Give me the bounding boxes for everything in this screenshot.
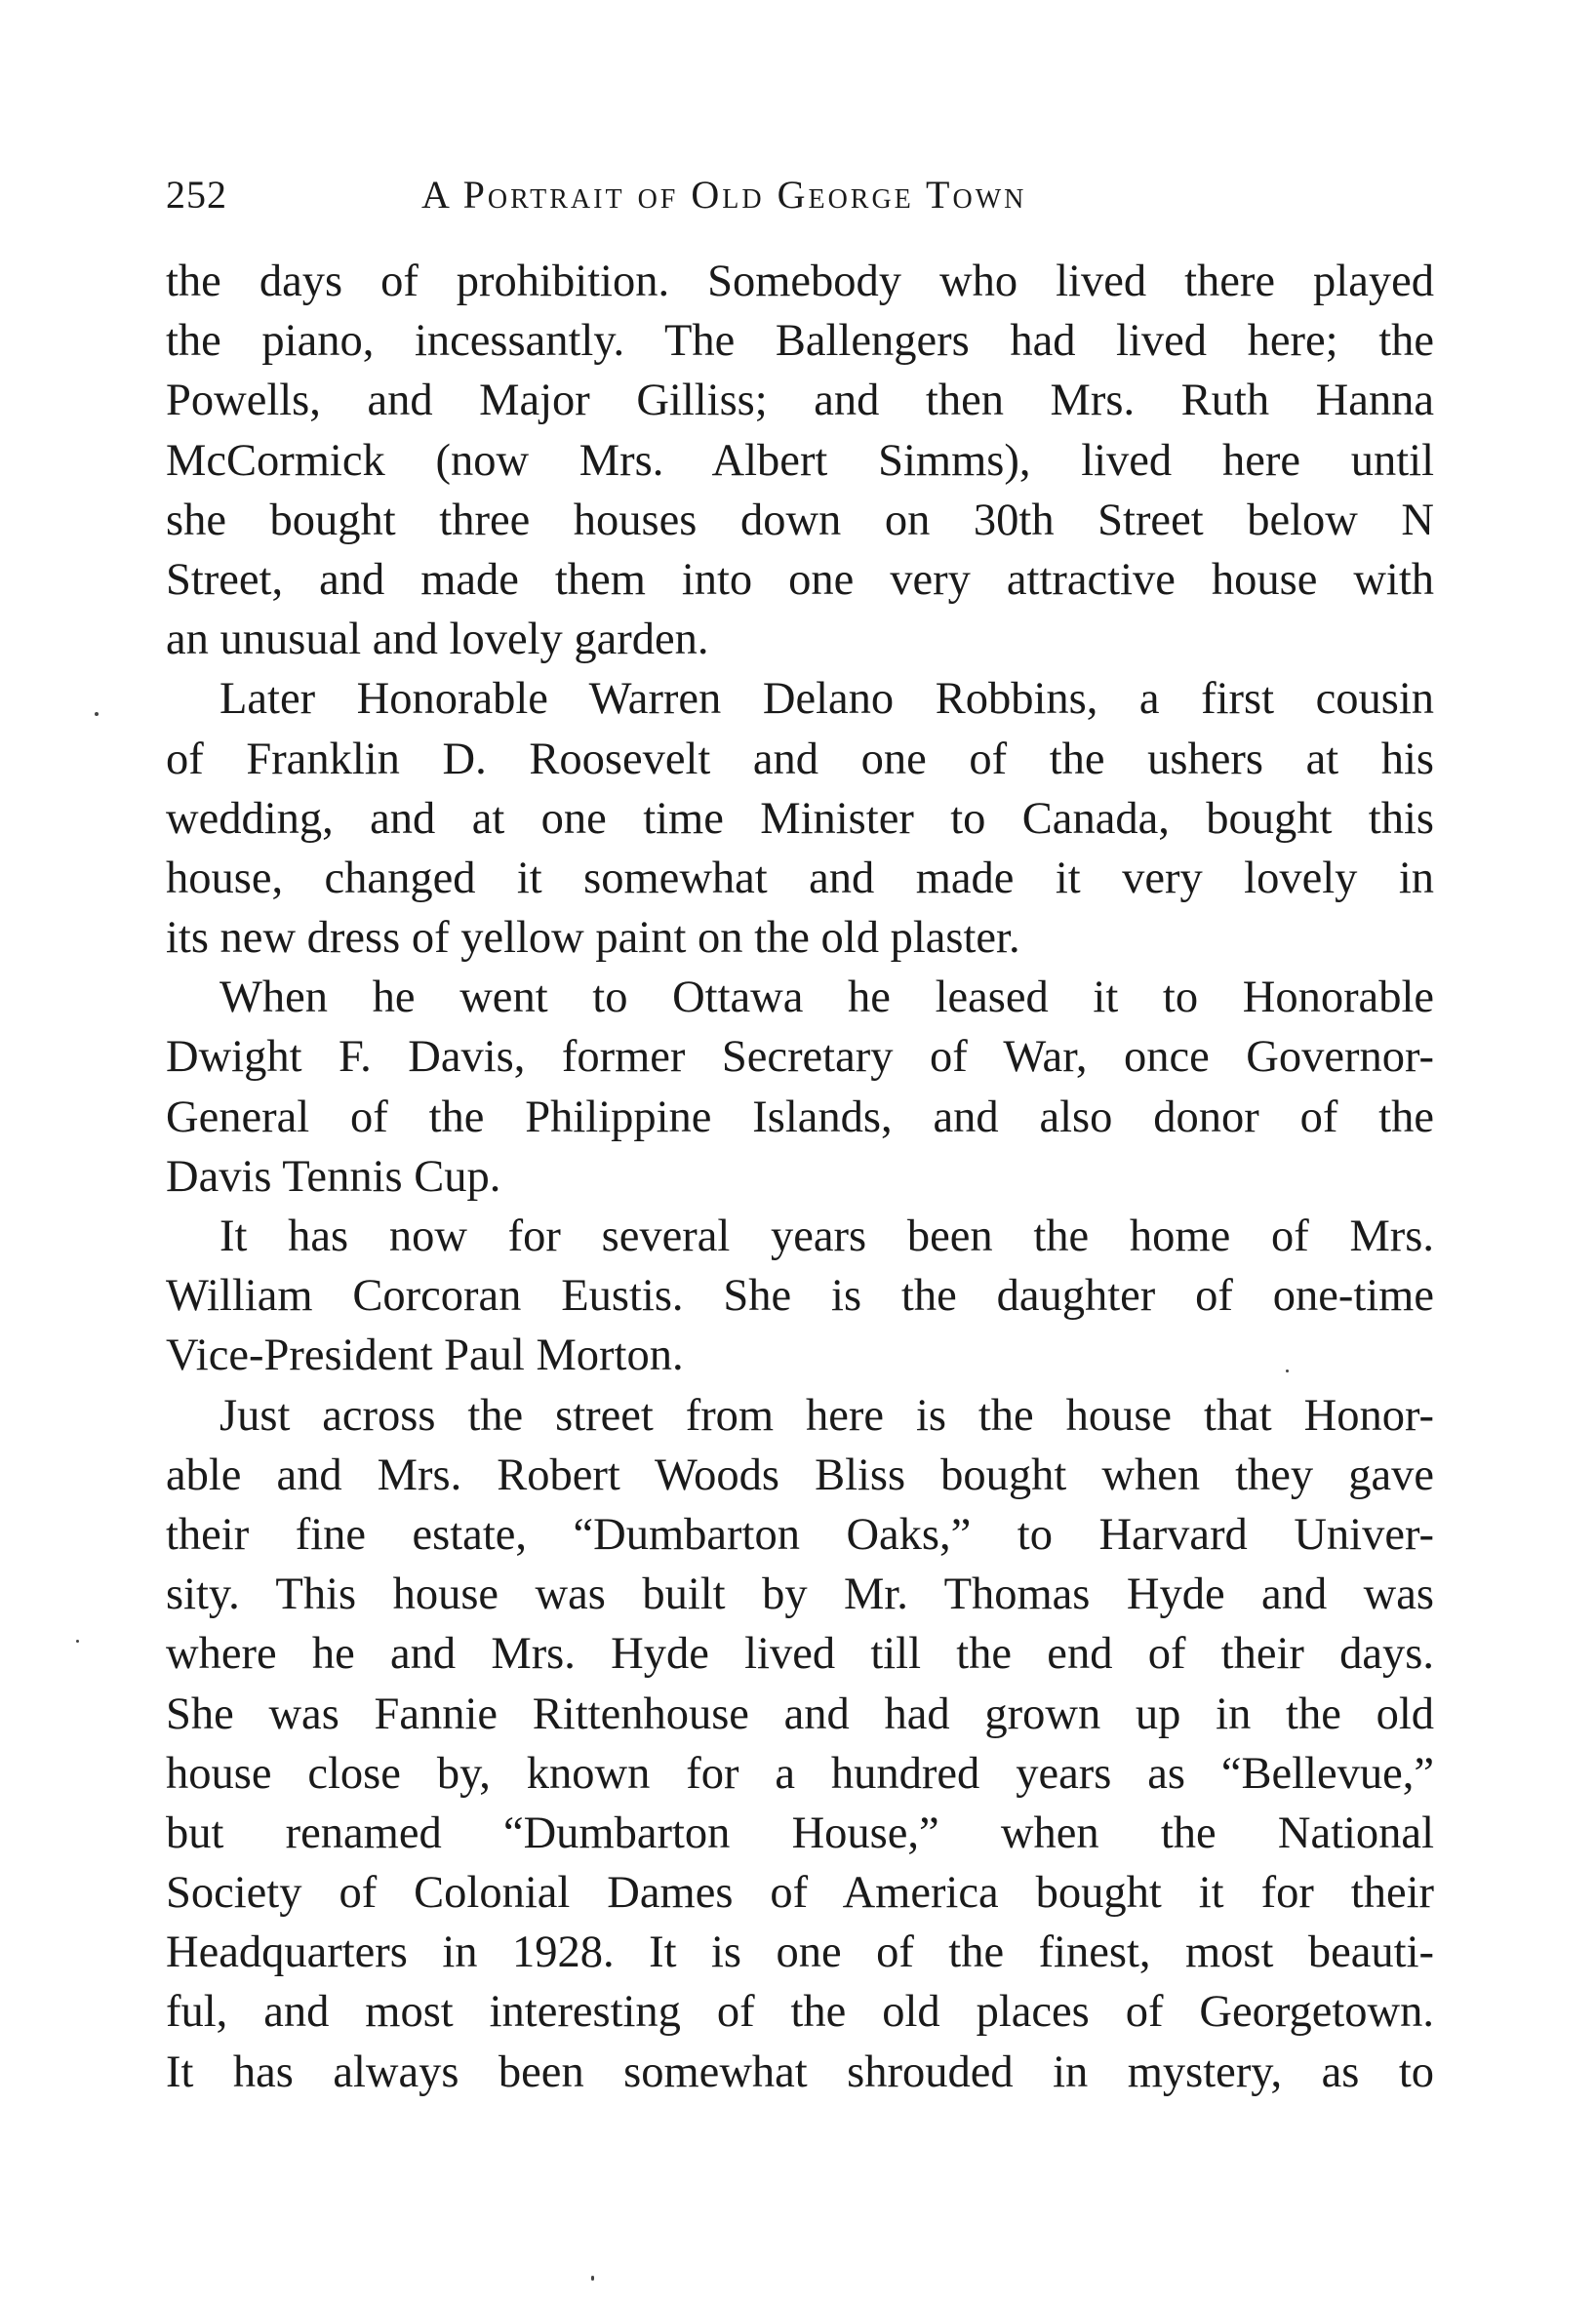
text-line: Street, and made them into one very attractive house with — [166, 554, 1434, 605]
text-line: McCormick (now Mrs. Albert Simms), lived here until — [166, 435, 1434, 486]
text-line: house close by, known for a hundred years as “Bellevue,” — [166, 1748, 1434, 1799]
text-line: house, changed it somewhat and made it very lovely in — [166, 853, 1434, 903]
text-line: Headquarters in 1928. It is one of the finest, most beauti- — [166, 1927, 1434, 1978]
text-line: Powells, and Major Gilliss; and then Mrs. Ruth Hanna — [166, 376, 1434, 426]
paragraph-1 — [166, 252, 1434, 669]
paragraph-3 — [166, 968, 1434, 1207]
scan-speck — [95, 712, 99, 716]
scan-speck — [76, 1640, 79, 1643]
paragraph-2 — [166, 669, 1434, 968]
text-line: wedding, and at one time Minister to Canada, bought this — [166, 793, 1434, 844]
text-line: It has always been somewhat shrouded in mystery, as to — [166, 2046, 1434, 2097]
text-line: an unusual and lovely garden. — [166, 615, 709, 665]
text-line: the piano, incessantly. The Ballengers had lived here; the — [166, 316, 1434, 367]
text-line: Just across the street from here is the house that Honor- — [219, 1390, 1434, 1441]
text-line: It has now for several years been the home of Mrs. — [219, 1212, 1434, 1261]
text-line: Society of Colonial Dames of America bought it for their — [166, 1868, 1434, 1919]
text-line: William Corcoran Eustis. She is the daughter of one-time — [166, 1271, 1434, 1322]
text-line: their fine estate, “Dumbarton Oaks,” to Harvard Univer- — [166, 1509, 1434, 1560]
text-line: Dwight F. Davis, former Secretary of War, once Governor- — [166, 1032, 1434, 1083]
book-title: A Portrait of Old George Town — [421, 173, 1027, 217]
text-line: where he and Mrs. Hyde lived till the end of their days. — [166, 1629, 1434, 1680]
text-line: of Franklin D. Roosevelt and one of the ushers at his — [166, 734, 1434, 784]
body-text — [166, 252, 1434, 2102]
text-line: Later Honorable Warren Delano Robbins, a first cousin — [219, 674, 1434, 725]
scan-speck — [1286, 1370, 1289, 1372]
text-line: General of the Philippine Islands, and also donor of the — [166, 1092, 1434, 1142]
running-head — [166, 172, 1434, 230]
paragraph-4 — [166, 1207, 1434, 1386]
scan-speck — [591, 2276, 594, 2281]
text-line: Davis Tennis Cup. — [166, 1151, 501, 1202]
text-line: Vice-President Paul Morton. — [166, 1331, 684, 1381]
text-line: she bought three houses down on 30th Street below N — [166, 495, 1434, 545]
text-line: ful, and most interesting of the old places of Georgetown. — [166, 1987, 1434, 2038]
text-line: but renamed “Dumbarton House,” when the National — [166, 1807, 1434, 1858]
text-line: She was Fannie Rittenhouse and had grown up in the old — [166, 1688, 1434, 1739]
text-line: the days of prohibition. Somebody who lived there played — [166, 257, 1434, 306]
paragraph-5 — [166, 1386, 1434, 2102]
text-line: able and Mrs. Robert Woods Bliss bought when they gave — [166, 1450, 1434, 1500]
text-line: its new dress of yellow paint on the old plaster. — [166, 913, 1020, 964]
page-number: 252 — [166, 173, 227, 217]
text-line: When he went to Ottawa he leased it to Honorable — [219, 973, 1434, 1023]
text-line: sity. This house was built by Mr. Thomas Hyde and was — [166, 1569, 1434, 1620]
